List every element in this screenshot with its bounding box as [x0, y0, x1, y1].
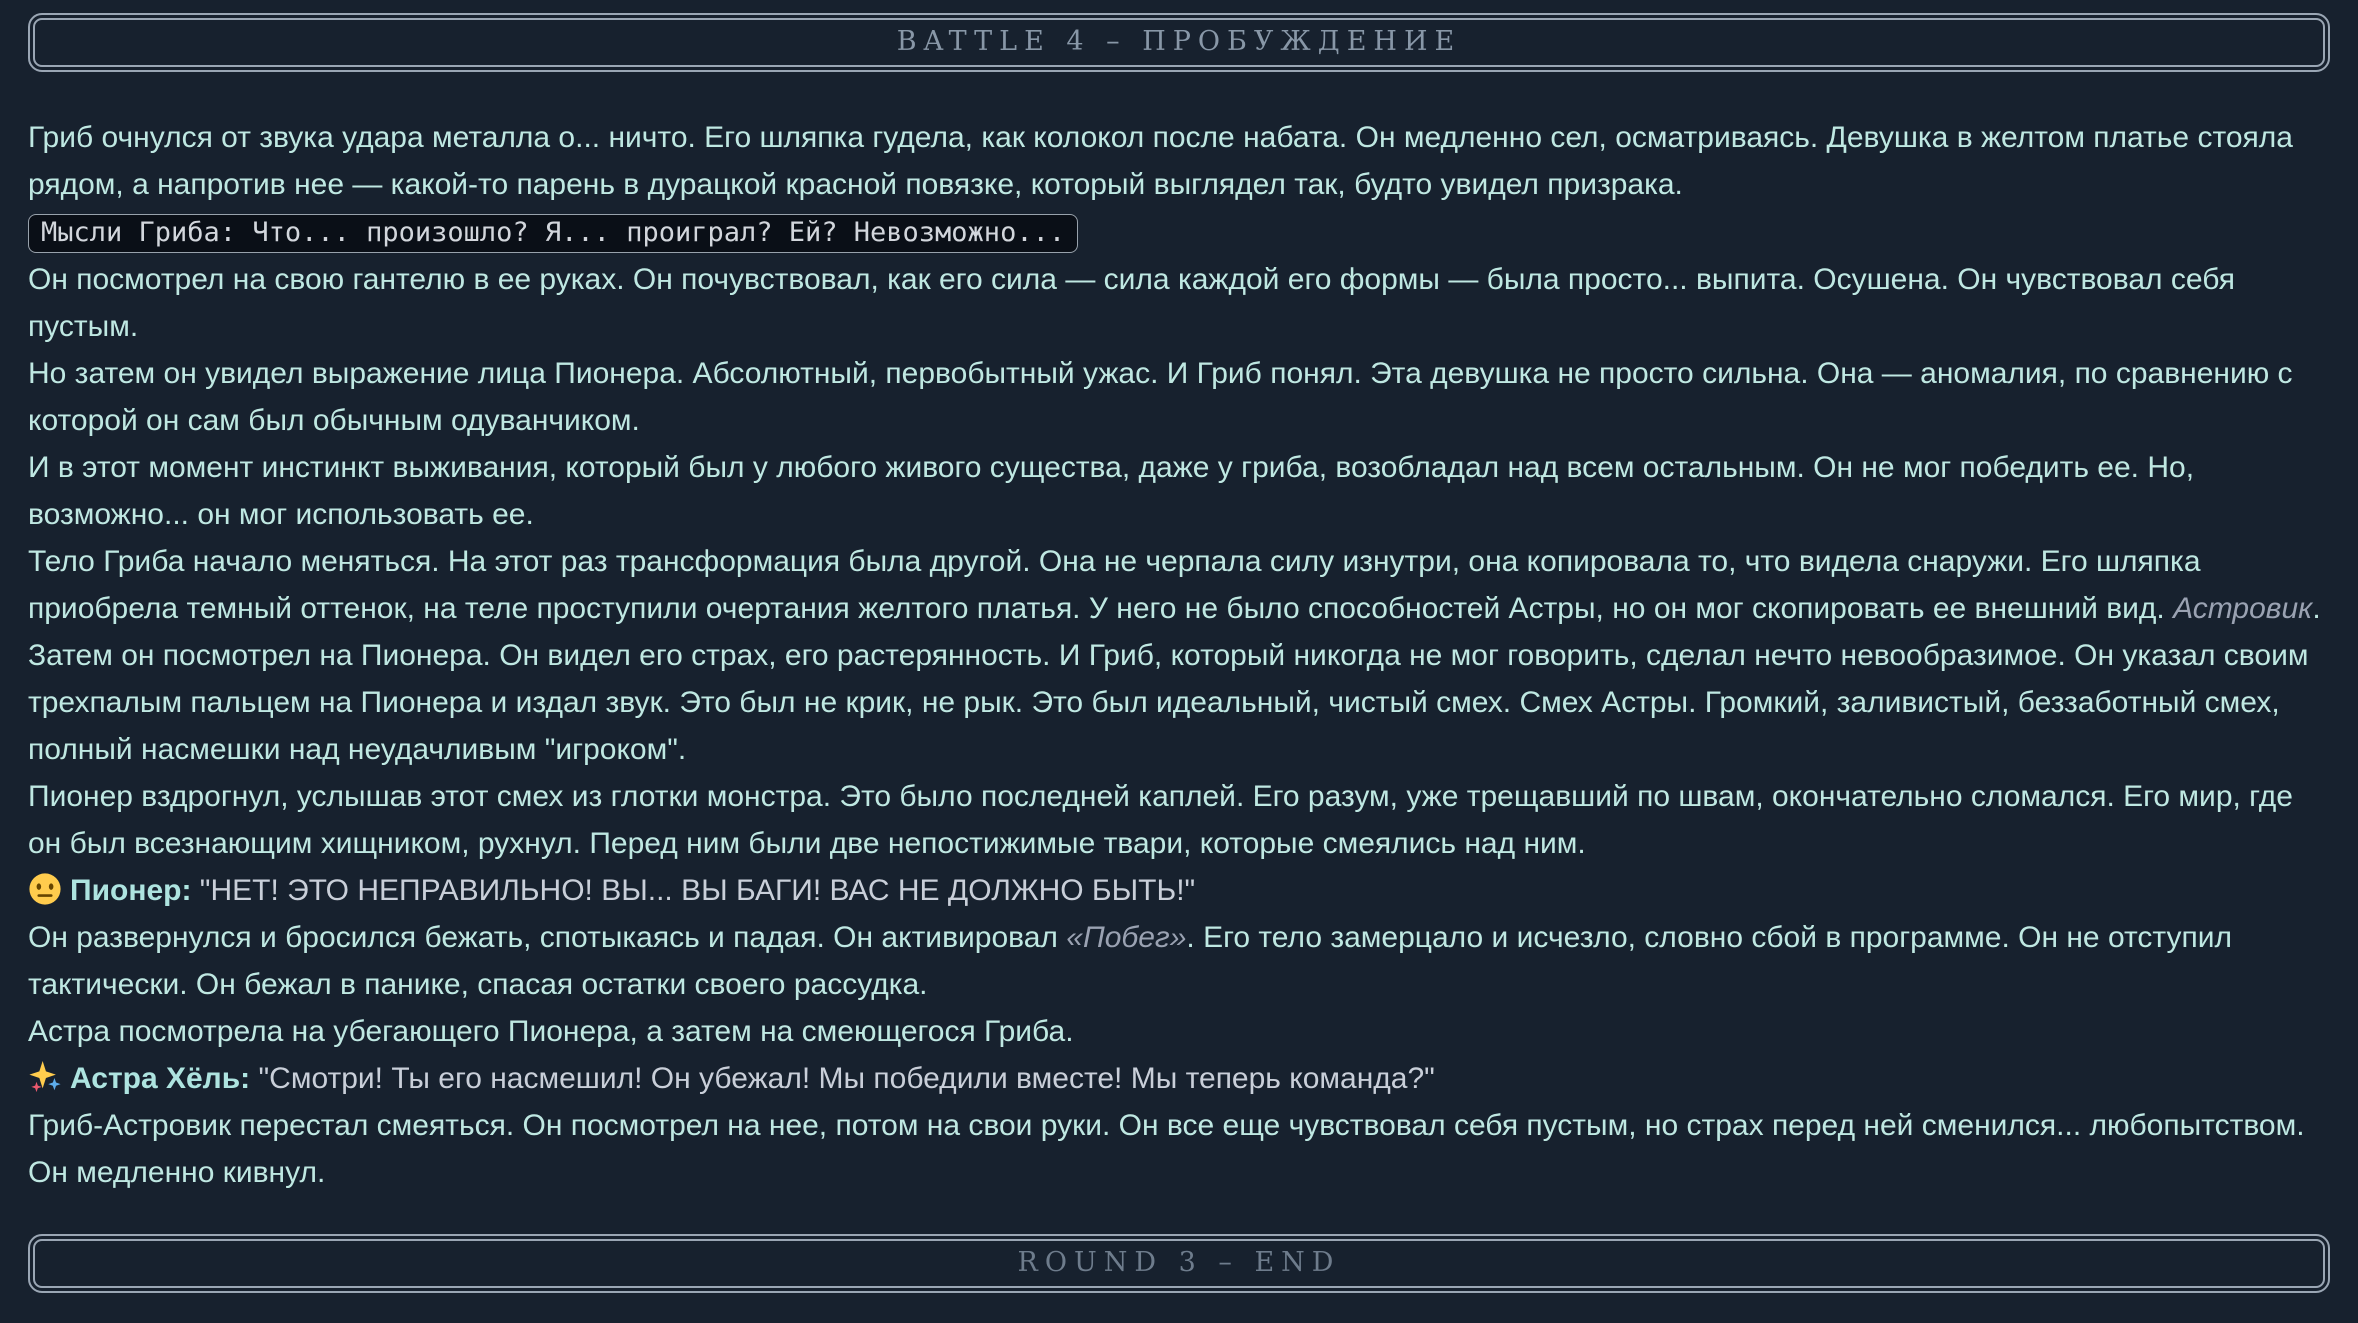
dialogue-quote: "Смотри! Ты его насмешил! Он убежал! Мы победили вместе! Мы теперь команда?" [258, 1062, 1435, 1095]
text-segment: Он развернулся и бросился бежать, спотыкаясь и падая. Он активировал [28, 921, 1067, 954]
story-paragraph [28, 538, 2330, 632]
text-segment: Затем он посмотрел на Пионера. Он видел его страх, его растерянность. И Гриб, который никогда не мог говорить, сделал нечто невообразимое. Он указал своим трехпалым пальцем на Пионера и издал звук. Это был не крик, не рык. Это был идеальный, чистый смех. Смех Астры. Громкий, заливистый, беззаботный смех, полный насмешки над неудачливым "игроком". [28, 639, 2309, 766]
battle-title: BATTLE 4 – ПРОБУЖДЕНИЕ [896, 26, 1462, 57]
story-paragraph [28, 256, 2330, 350]
battle-header-panel [28, 13, 2330, 72]
story-paragraph [28, 114, 2330, 208]
battle-header-inner-border [33, 18, 2325, 67]
text-segment: Тело Гриба начало меняться. На этот раз трансформация была другой. Она не черпала силу изнутри, она копировала то, что видела снаружи. Его шляпка приобрела темный оттенок, на теле проступили очертания желтого платья. У него не было способностей Астры, но он мог скопировать ее внешний вид. [28, 545, 2201, 625]
story-paragraph [28, 444, 2330, 538]
text-segment: Астровик [2173, 592, 2313, 625]
sparkles-emoji [28, 1060, 62, 1094]
round-end-title: ROUND 3 – END [1017, 1247, 1341, 1278]
story-paragraph [28, 632, 2330, 773]
story-paragraph [28, 350, 2330, 444]
text-segment: Он посмотрел на свою гантелю в ее руках. Он почувствовал, как его сила — сила каждой его формы — была просто... выпита. Осушена. Он чувствовал себя пустым. [28, 263, 2235, 343]
text-segment: . [2312, 592, 2321, 625]
text-segment: Астра посмотрела на убегающего Пионера, а затем на смеющегося Гриба. [28, 1015, 1074, 1048]
text-segment: «Побег» [1066, 921, 1187, 954]
text-segment: Но затем он увидел выражение лица Пионера. Абсолютный, первобытный ужас. И Гриб понял. Эта девушка не просто сильна. Она — аномалия, по сравнению с которой он сам был обычным одуванчиком. [28, 357, 2293, 437]
thought-line [28, 208, 2330, 256]
story [28, 72, 2330, 1234]
round-end-panel [28, 1234, 2330, 1293]
text-segment: И в этот момент инстинкт выживания, который был у любого живого существа, даже у гриба, возобладал над всем остальным. Он не мог победить ее. Но, возможно... он мог использовать ее. [28, 451, 2195, 531]
dialogue-line [28, 1055, 2330, 1102]
story-paragraph [28, 1008, 2330, 1055]
text-segment: Пионер вздрогнул, услышав этот смех из глотки монстра. Это было последней каплей. Его разум, уже трещавший по швам, окончательно сломался. Его мир, где он был всезнающим хищником, рухнул. Перед ним были две непостижимые твари, которые смеялись над ним. [28, 780, 2293, 860]
thought-code-block: Мысли Гриба: Что... произошло? Я... проиграл? Ей? Невозможно... [28, 214, 1078, 253]
neutral-face-emoji [28, 872, 62, 906]
text-segment: Гриб очнулся от звука удара металла о... ничто. Его шляпка гудела, как колокол после набата. Он медленно сел, осматриваясь. Девушка в желтом платье стояла рядом, а напротив нее — какой-то парень в дурацкой красной повязке, который выглядел так, будто увидел призрака. [28, 121, 2293, 201]
text-segment: Гриб-Астровик перестал смеяться. Он посмотрел на нее, потом на свои руки. Он все еще чувствовал себя пустым, но страх перед ней сменился... любопытством. Он медленно кивнул. [28, 1109, 2305, 1189]
speaker-name: Пионер: [70, 874, 192, 907]
story-paragraph [28, 914, 2330, 1008]
story-paragraph [28, 773, 2330, 867]
round-end-inner-border [33, 1239, 2325, 1288]
story-paragraph [28, 1102, 2330, 1196]
text-segment: . Его тело замерцало и исчезло, словно сбой в программе. Он не отступил тактически. Он бежал в панике, спасая остатки своего рассудка. [28, 921, 2232, 1001]
dialogue-line [28, 867, 2330, 914]
speaker-name: Астра Хёль: [70, 1062, 251, 1095]
dialogue-quote: "НЕТ! ЭТО НЕПРАВИЛЬНО! ВЫ... ВЫ БАГИ! ВАС НЕ ДОЛЖНО БЫТЬ!" [199, 874, 1196, 907]
